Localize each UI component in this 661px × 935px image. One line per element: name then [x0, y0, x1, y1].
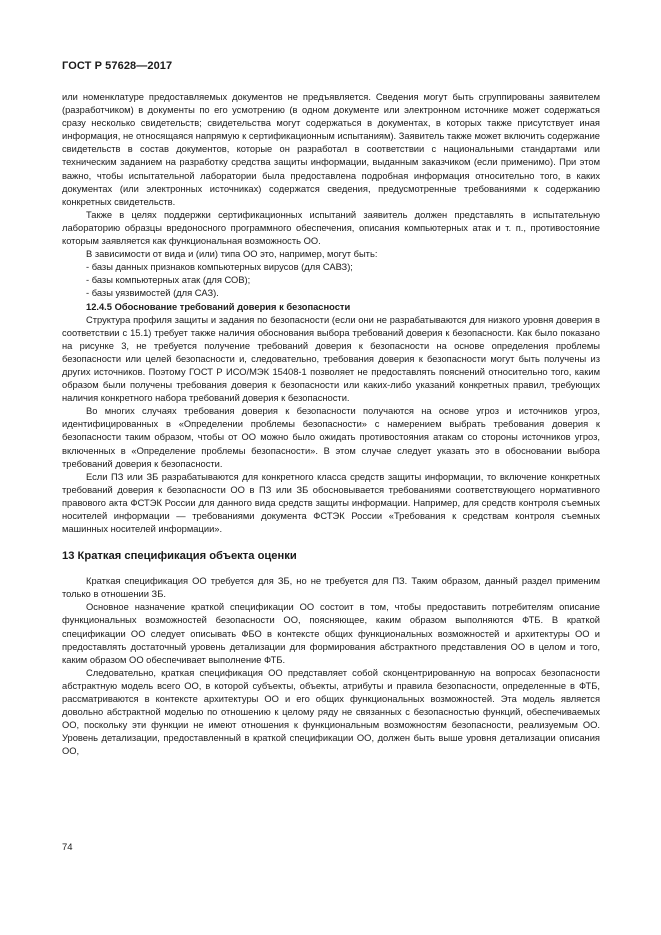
bullet-list	[62, 261, 600, 300]
paragraph: Структура профиля защиты и задания по безопасности (если они не разрабатываются для низкого уровня доверия в соответствии с 15.1) требует также наличия обоснования выбора требований доверия к безопасности. Как было показано на рисунке 3, не требуется получение требований доверия к безопасности на основе определения проблемы безопасности или целей безопасности и, следовательно, требования доверия к безопасности могут быть получены из других источников. Поэтому ГОСТ Р ИСО/МЭК 15408-1 позволяет не предоставлять пояснений относительно того, каким образом были получены требования доверия к безопасности или каких-либо указаний конкретных правил, требующих наличия конкретного набора требований доверия к безопасности.	[62, 314, 600, 404]
paragraph: Основное назначение краткой спецификации ОО состоит в том, чтобы предоставить потребителям описание функциональных возможностей безопасности ОО, поясняющее, каким образом выполняются ФТБ. В краткой спецификации ОО следует описывать ФБО в контексте общих функциональных возможностей и архитектуры ОО и предоставлять достаточный уровень детализации для формирования абстрактного представления ОО в целом и того, каким образом ОО обеспечивает выполнение ФТБ.	[62, 602, 600, 665]
paragraph: Следовательно, краткая спецификация ОО представляет собой сконцентрированную на вопросах безопасности абстрактную модель всего ОО, в которой субъекты, объекты, атрибуты и правила безопасности, определенные в ФТБ, рассматриваются в контексте архитектуры ОО и его общих функциональных возможностей. Эта модель является довольно абстрактной моделью по отношению к целому ряду не связанных с безопасностью функций, обеспечиваемых ОО, поскольку эти функции не имеют отношения к функциональным возможностям безопасности, реализуемым ОО. Уровень детализации, предоставленный в краткой спецификации ОО, должен быть выше уровня детализации описания ОО,	[62, 667, 600, 757]
paragraph: В зависимости от вида и (или) типа ОО это, например, могут быть:	[86, 249, 378, 260]
list-item: - базы компьютерных атак (для СОВ);	[86, 275, 251, 286]
section-heading: 13 Краткая спецификация объекта оценки	[62, 550, 297, 563]
page-number: 74	[62, 842, 73, 853]
paragraph: Краткая спецификация ОО требуется для ЗБ, но не требуется для ПЗ. Таким образом, данный раздел применим только в отношении ЗБ.	[62, 576, 600, 600]
paragraph: Во многих случаях требования доверия к безопасности получаются на основе угроз и источников угроз, идентифицированных в «Определении проблемы безопасности» с намерением выбрать требования доверия к безопасности таким образом, чтобы от ОО можно было ожидать противостояния атакам со стороны источников угроз, включенных в «Определение проблемы безопасности». В этом случае следует указать это в обосновании выбора требований доверия к безопасности.	[62, 406, 600, 469]
paragraph: Если ПЗ или ЗБ разрабатываются для конкретного класса средств защиты информации, то включение конкретных требований доверия к безопасности ОО в ПЗ или ЗБ обосновывается требованиями соответствующего нормативного правового акта ФСТЭК России для данного вида средств защиты информации. Например, для средств контроля съемных носителей информации — требованиями документа ФСТЭК России «Требования к средствам контроля съемных машинных носителей информации».	[62, 471, 600, 535]
page-header-standard-code: ГОСТ Р 57628—2017	[62, 60, 173, 72]
list-item: - базы уязвимостей (для САЗ).	[86, 288, 219, 299]
paragraph-continued: или номенклатуре предоставляемых документов не предъявляется. Сведения могут быть сгруппированы заявителем (разработчиком) в документы по его усмотрению (в одном документе или электронном источнике может содержаться сразу несколько свидетельств; свидетельства могут содержаться в документах, в которых также присутствует иная информация, не относящаяся напрямую к сертификационным испытаниям). Заявитель также может включить содержание свидетельств в состав документов, которые он разработал в соответствии с национальными стандартами или техническим заданием на разработку средства защиты информации, выданным заказчиком (если применимо). При этом важно, чтобы испытательной лаборатории была предоставлена подробная информация относительно того, в каких документах (или электронных источниках) содержатся сведения, предусмотренные требованиями к содержанию конкретных свидетельств.	[62, 92, 600, 207]
page-body	[62, 91, 600, 759]
paragraph: Также в целях поддержки сертификационных испытаний заявитель должен представлять в испытательную лабораторию образцы вредоносного программного обеспечения, описания компьютерных атак и т. п., противостояние которым заявляется как функциональная возможность ОО.	[62, 209, 600, 247]
subsection-heading: 12.4.5 Обоснование требований доверия к безопасности	[86, 301, 351, 312]
list-item: - базы данных признаков компьютерных вирусов (для САВЗ);	[86, 262, 353, 273]
